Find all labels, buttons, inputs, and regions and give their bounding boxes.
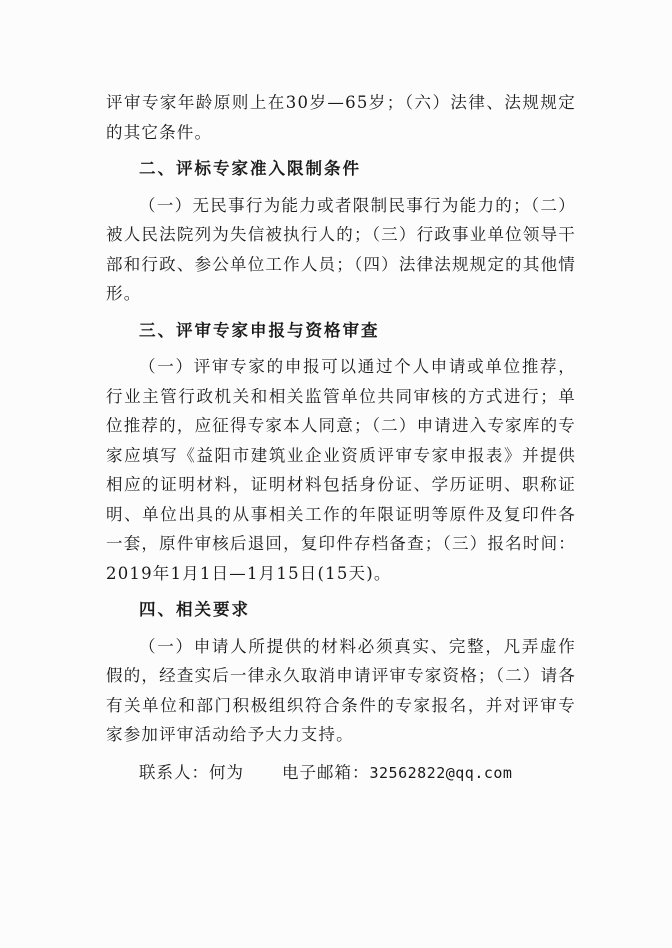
section-4-paragraph: （一）申请人所提供的材料必须真实、完整，凡弄虚作假的，经查实后一律永久取消申请评审专家资格；（二）请各有关单位和部门积极组织符合条件的专家报名，并对评审专家参加评审活动给予大力支持。 [106, 636, 576, 744]
email-address: 32562822@qq.com [369, 763, 513, 782]
section-3-paragraph: （一）评审专家的申报可以通过个人申请或单位推荐，行业主管行政机关和相关监管单位共同审核的方式进行；单位推荐的，应征得专家本人同意；（二）申请进入专家库的专家应填写《益阳市建筑业企业资质评审专家申报表》并提供相应的证明材料，证明材料包括身份证、学历证明、职称证明、单位出具的从事相关工作的年限证明等原件及复印件各一套，原件审核后退回，复印件存档备查；（三）报名时间：2019年1月1日—1月15日(15天)。 [106, 357, 576, 583]
contact-line [106, 758, 576, 789]
email-label: 电子邮箱： [282, 762, 370, 782]
intro-paragraph: 评审专家年龄原则上在30岁—65岁；（六）法律、法规规定的其它条件。 [106, 93, 576, 142]
section-3-heading: 三、评审专家申报与资格审查 [139, 320, 380, 340]
section-2-heading: 二、评标专家准入限制条件 [139, 159, 361, 178]
section-2-paragraph: （一）无民事行为能力或者限制民事行为能力的；（二）被人民法院列为失信被执行人的；（三）行政事业单位领导干部和行政、参公单位工作人员；（四）法律法规规定的其他情形。 [106, 195, 576, 303]
document-body [106, 88, 576, 788]
section-4-heading: 四、相关要求 [139, 600, 250, 619]
contact-person: 联系人：何为 [139, 762, 244, 782]
